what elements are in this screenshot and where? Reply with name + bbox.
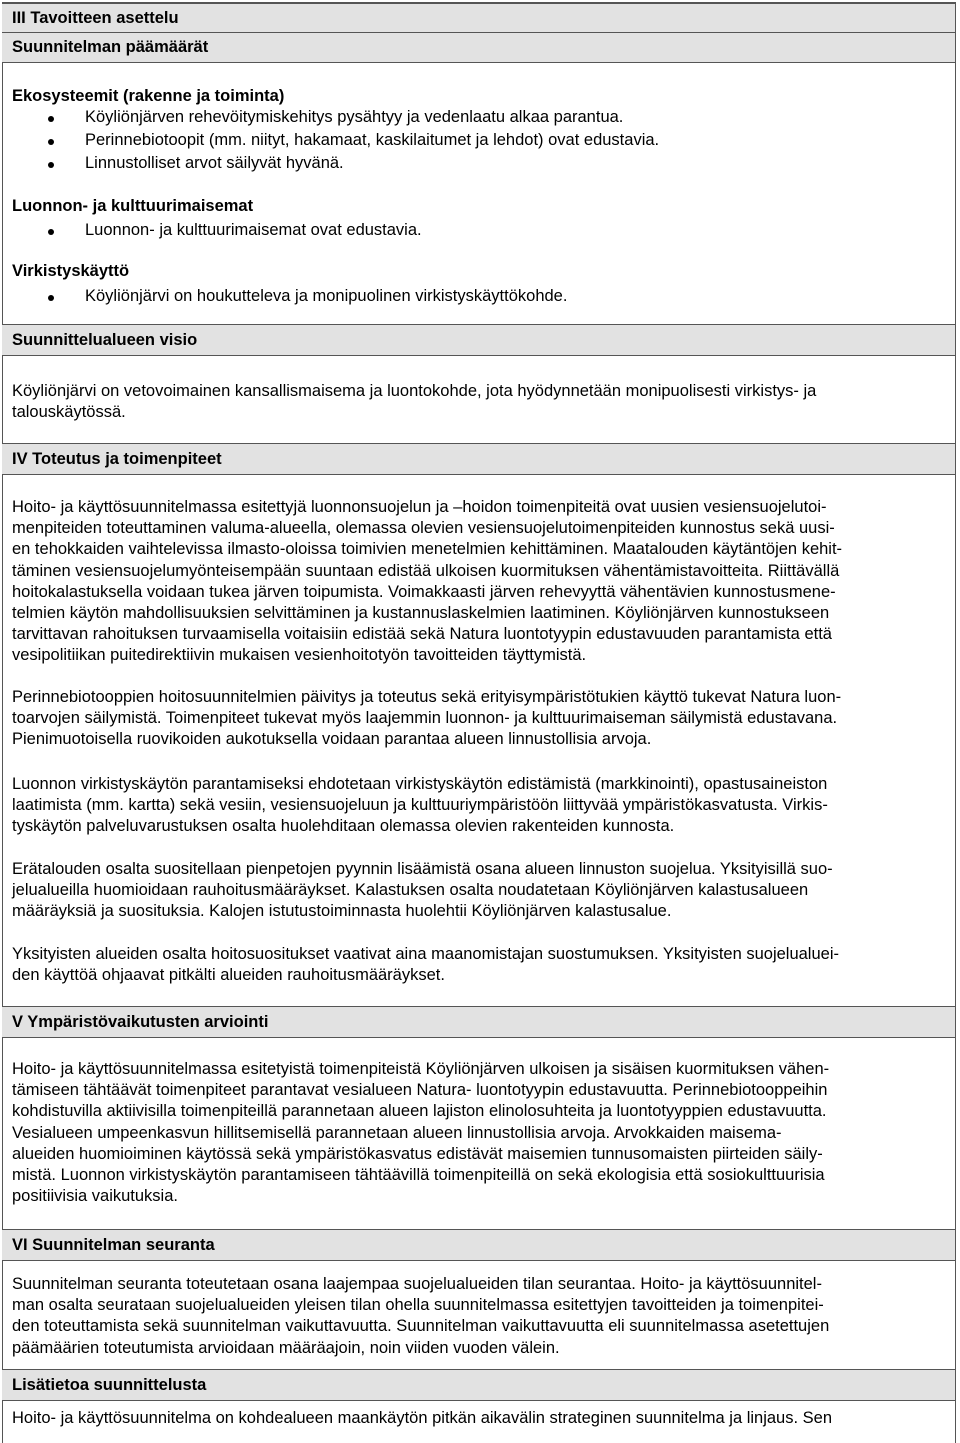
subheading-ecosystems: Ekosysteemit (rakenne ja toiminta): [12, 87, 285, 105]
paragraph: Erätalouden osalta suositellaan pienpetojen pyynnin lisäämistä osana alueen linnuston suojelua. Yksityisillä suo- jelualueilla huomioidaan rauhoitusmääräykset. Kalastuksen osalta noudatetaan Köyliönjärven kalastusalueen määräyksiä ja suosituksia. Kalojen istutustoiminnasta huolehtii Köyliönjärven kalastusalue.: [12, 860, 833, 921]
section-title: III Tavoitteen asettelu: [12, 8, 179, 27]
bullet-icon: [48, 295, 54, 301]
section-header-visio: [2, 324, 955, 356]
section-title: VI Suunnitelman seuranta: [12, 1235, 215, 1254]
section-title: V Ympäristövaikutusten arviointi: [12, 1012, 269, 1031]
section-title: IV Toteutus ja toimenpiteet: [12, 449, 222, 468]
subheading-recreation: Virkistyskäyttö: [12, 262, 130, 280]
bullet-icon: [48, 162, 54, 168]
section-title: Lisätietoa suunnittelusta: [12, 1375, 207, 1394]
bullet-icon: [48, 229, 54, 235]
section-header-vi: [2, 1229, 955, 1261]
bullet-icon: [48, 116, 54, 122]
section-header-iii: [2, 3, 955, 33]
paragraph: Hoito- ja käyttösuunnitelmassa esitetyistä toimenpiteistä Köyliönjärven ulkoisen ja sisäisen kuormituksen vähen- tämiseen tähtäävät toimenpiteet parantavat vesialueen Natura- luontotyypin edustavuutta. Perinnebiotooppeihin kohdistuvilla aktiivisilla toimenpiteillä parannetaan alueen lajiston elinolosuhteita ja luontotyyppien edustavuutta. Vesialueen umpeenkasvun hillitsemisellä parannetaan alueen linnustollisia arvoja. Arvokkaiden maisema- alueiden huomioiminen käytössä sekä ympäristökasvatus edistävät maisemien tunnusomaisten piirteiden säily- mistä. Luonnon virkistyskäytön parantamiseen tähtäävillä toimenpiteillä on sekä ekologisia että sosiokulttuurisia positiivisia vaikutuksia.: [12, 1060, 830, 1206]
paragraph: Hoito- ja käyttösuunnitelmassa esitettyjä luonnonsuojelun ja –hoidon toimenpiteitä ovat uusien vesiensuojelutoi- menpiteiden toteuttaminen valuma-alueella, olemassa olevien vesiensuojelutoimenpiteiden kunnostus sekä uusi- en tehokkaiden vaihtelevissa ilmasto-oloissa toimivien menetelmien kehittäminen. Maatalouden käytäntöjen kehit- täminen vesiensuojelumyönteisempään suuntaan edistää ulkoisen kuormituksen vähentämistavoitteita. Riittävällä hoitokalastuksella voidaan tukea järven toipumista. Voimakkaasti järven rehevyyttä vähentävien kunnostusmene- telmien käytön mahdollisuuksien selvittäminen ja kustannuslaskelmien laatiminen. Köyliönjärven kunnostukseen tarvittavan rahoituksen turvaamisella voitaisiin edistää sekä Natura luontotyypin edustavuuden parantamista että vesipolitiikan puitedirektiivin mukaisen vesienhoitotyön tavoitteiden täyttymistä.: [12, 498, 843, 665]
section-title: Suunnittelualueen visio: [12, 330, 198, 349]
section-header-iv: [2, 443, 955, 475]
section-header-v: [2, 1006, 955, 1038]
paragraph: Suunnitelman seuranta toteutetaan osana laajempaa suojelualueiden tilan seurantaa. Hoito- ja käyttösuunnitel- man osalta seurataan suojelualueiden yleisen tilan ohella suunnitelmassa esitettyjen tavoitteiden ja toimenpitei- den toteuttamista sekä suunnitelman vaikuttavuutta. Suunnitelman vaikuttavuutta eli suunnitelmassa asetettujen päämäärien toteutumista arvioidaan määräajoin, noin viiden vuoden välein.: [12, 1275, 830, 1357]
section-header-goals: [2, 33, 955, 63]
paragraph: Luonnon virkistyskäytön parantamiseksi ehdotetaan virkistyskäytön edistämistä (markkinointi), opastusaineiston laatimista (mm. kartta) sekä vesiin, vesiensuojeluun ja kulttuuriympäristöön liittyvää ympäristökasvatusta. Virkis- tyskäytön palveluvarustuksen osalta huolehditaan olemassa olevien rakenteiden kunnosta.: [12, 775, 828, 836]
visio-paragraph: Köyliönjärvi on vetovoimainen kansallismaisema ja luontokohde, jota hyödynnetään monipuolisesti virkistys- ja talouskäytössä.: [12, 382, 817, 422]
bullet-icon: [48, 139, 54, 145]
paragraph: Perinnebiotooppien hoitosuunnitelmien päivitys ja toteutus sekä erityisympäristötukien käyttö tukevat Natura luon- toarvojen säilymistä. Toimenpiteet tukevat myös laajemmin luonnon- ja kulttuurimaiseman säilymistä edustavana. Pienimuotoisella ruovikoiden aukotuksella voidaan parantaa alueen linnustollisia arvoja.: [12, 688, 842, 749]
section-title: Suunnitelman päämäärät: [12, 38, 209, 56]
section-header-info: [2, 1369, 955, 1401]
paragraph: Yksityisten alueiden osalta hoitosuositukset vaativat aina maanomistajan suostumuksen. Yksityisten suojelualuei- den käyttöä ohjaavat pitkälti alueiden rauhoitusmääräykset.: [12, 945, 839, 985]
paragraph: Hoito- ja käyttösuunnitelma on kohdealueen maankäytön pitkän aikavälin strateginen suunnitelma ja linjaus. Sen: [12, 1409, 833, 1427]
subheading-landscape: Luonnon- ja kulttuurimaisemat: [12, 197, 254, 215]
